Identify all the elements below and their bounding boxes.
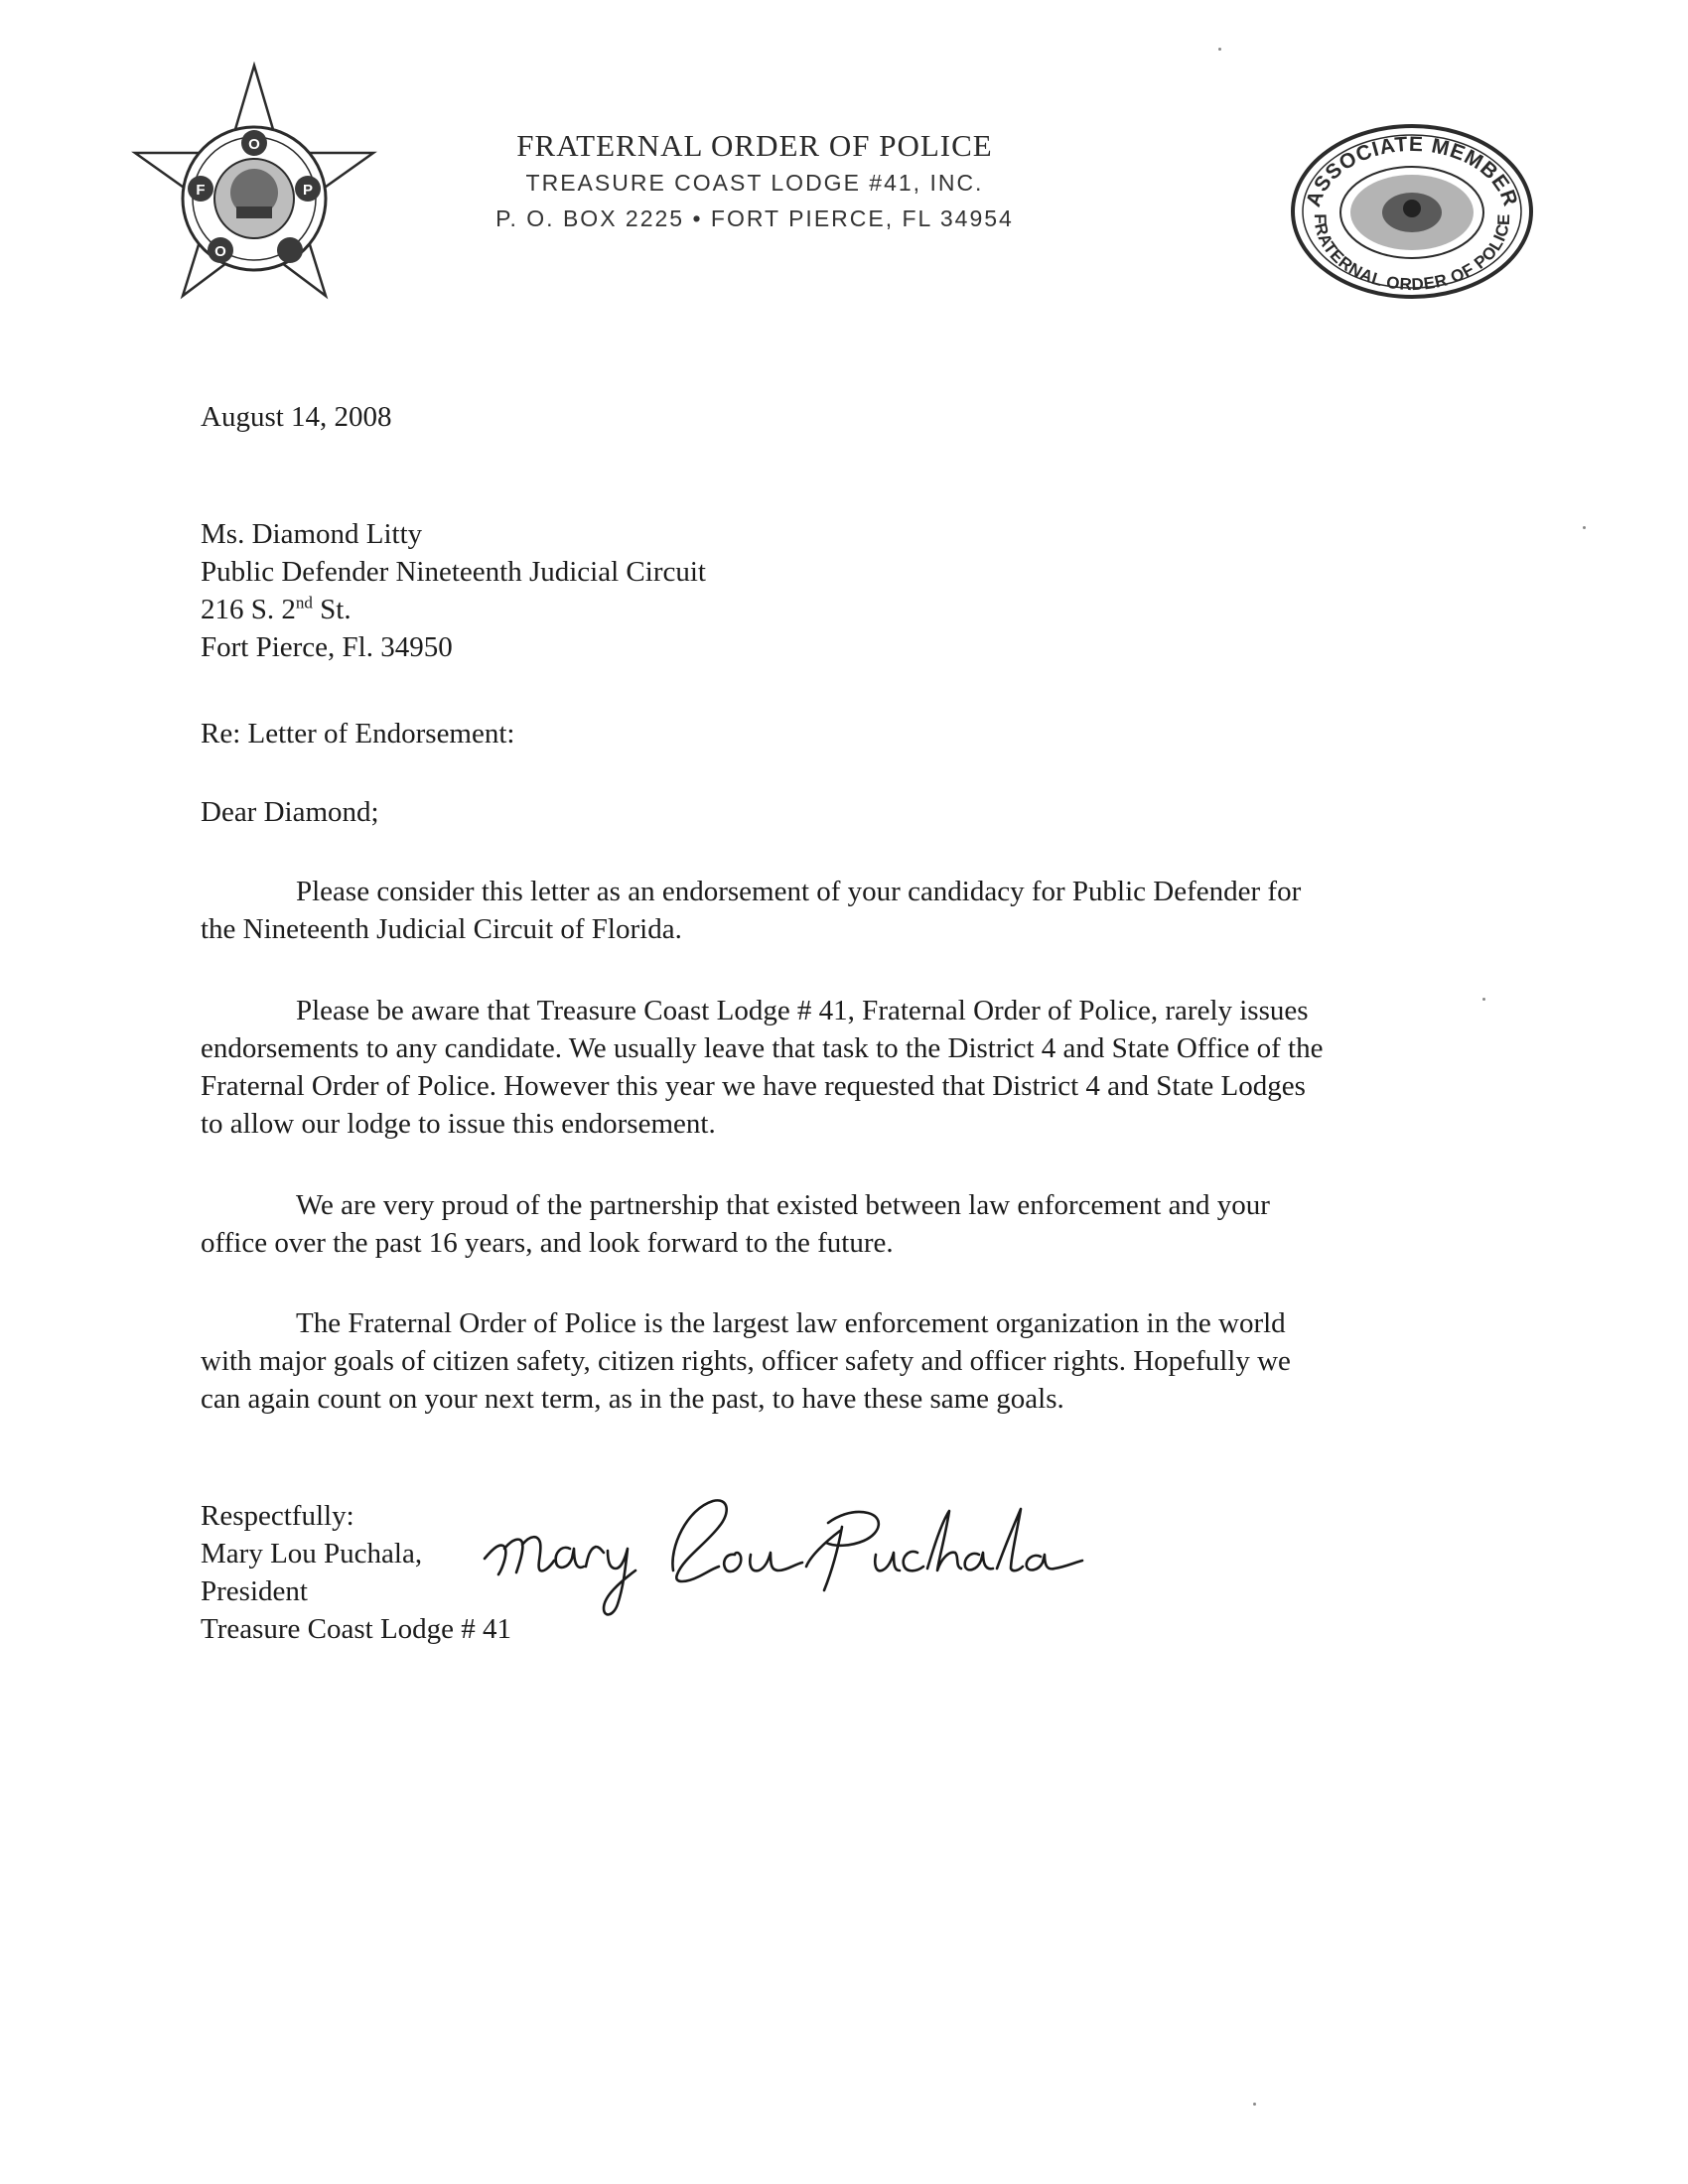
paragraph-line: office over the past 16 years, and look forward to the future. (201, 1227, 894, 1259)
letterhead-address: P. O. BOX 2225 • FORT PIERCE, FL 34954 (495, 205, 1014, 231)
paragraph-line: We are very proud of the partnership that existed between law enforcement and your (296, 1189, 1270, 1221)
paragraph-line: the Nineteenth Judicial Circuit of Florida. (201, 913, 682, 945)
closing-block (201, 1497, 511, 1648)
associate-member-seal-icon (1289, 121, 1535, 302)
letter-date: August 14, 2008 (201, 401, 392, 433)
letterhead-lodge: TREASURE COAST LODGE #41, INC. (525, 170, 984, 196)
paragraph-line: Fraternal Order of Police. However this year we have requested that District 4 and State Lodges (201, 1070, 1306, 1102)
paragraph-4 (201, 1304, 1491, 1418)
street-rest: St. (312, 594, 352, 625)
logo-letter-o2: O (214, 243, 226, 260)
paragraph-3 (201, 1186, 1491, 1262)
recipient-city: Fort Pierce, Fl. 34950 (201, 631, 453, 663)
street-suffix: nd (295, 593, 313, 613)
signer-title: President (201, 1575, 308, 1607)
paragraph-line: Please be aware that Treasure Coast Lodge # 41, Fraternal Order of Police, rarely issues (296, 995, 1309, 1026)
fop-star-emblem-icon (129, 62, 379, 300)
seal-top-text: ASSOCIATE MEMBER (1302, 132, 1522, 210)
street-number: 216 S. 2 (201, 594, 296, 625)
salutation: Dear Diamond; (201, 796, 379, 828)
logo-letter-f: O (248, 136, 260, 153)
seal-bottom-text: FRATERNAL ORDER OF POLICE (1310, 212, 1514, 295)
scan-speck (1482, 998, 1485, 1001)
recipient-block (201, 515, 1491, 666)
paragraph-2 (201, 992, 1491, 1143)
fop-star-logo (129, 62, 379, 300)
associate-member-seal (1289, 121, 1535, 302)
paragraph-line: can again count on your next term, as in the past, to have these same goals. (201, 1383, 1064, 1415)
signature (475, 1487, 1090, 1626)
scan-speck (1253, 2103, 1256, 2106)
scan-speck (1218, 48, 1221, 51)
re-line: Re: Letter of Endorsement: (201, 718, 515, 750)
paragraph-1 (201, 873, 1491, 948)
signer-org: Treasure Coast Lodge # 41 (201, 1613, 512, 1645)
scan-speck (1583, 526, 1586, 529)
paragraph-line: endorsements to any candidate. We usually leave that task to the District 4 and State Office of the (201, 1032, 1324, 1064)
logo-letter-p: P (302, 182, 314, 199)
paragraph-line: Please consider this letter as an endorsement of your candidacy for Public Defender for (296, 876, 1302, 907)
letterhead-organization: FRATERNAL ORDER OF POLICE (516, 128, 993, 163)
logo-letter-o: F (196, 182, 206, 199)
signer-name: Mary Lou Puchala, (201, 1538, 423, 1570)
handwritten-signature-icon (475, 1487, 1090, 1626)
letterhead (437, 127, 1072, 236)
paragraph-line: with major goals of citizen safety, citizen rights, officer safety and officer rights. Hopefully we (201, 1345, 1291, 1377)
paragraph-line: to allow our lodge to issue this endorsement. (201, 1108, 716, 1140)
paragraph-line: The Fraternal Order of Police is the largest law enforcement organization in the world (296, 1307, 1286, 1339)
recipient-street (201, 591, 1491, 628)
recipient-title: Public Defender Nineteenth Judicial Circuit (201, 556, 706, 588)
valediction: Respectfully: (201, 1500, 354, 1532)
recipient-name: Ms. Diamond Litty (201, 518, 423, 550)
